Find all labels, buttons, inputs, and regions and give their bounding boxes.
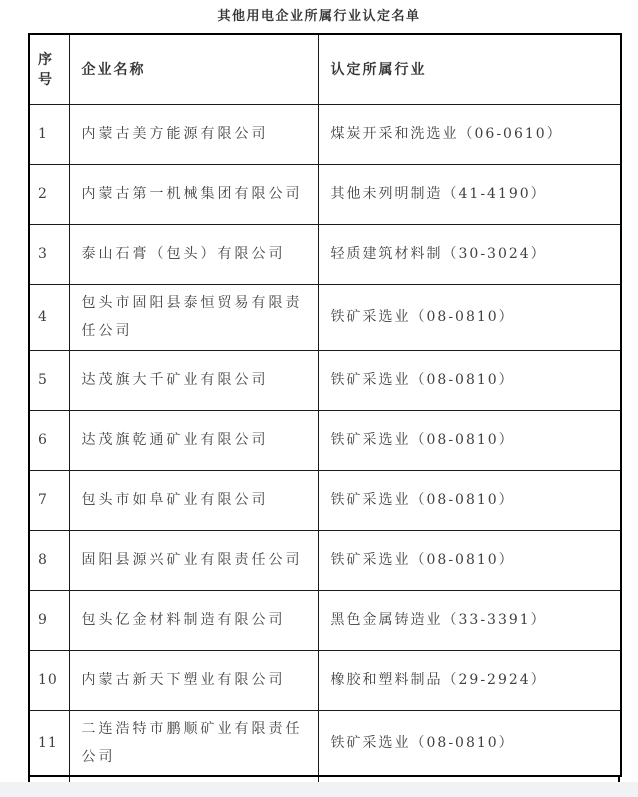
cell-company-name: 包头亿金材料制造有限公司 <box>69 590 318 650</box>
cell-serial-number: 9 <box>29 590 69 650</box>
table-row <box>29 164 621 224</box>
column-header-serial-number: 序号 <box>29 34 69 104</box>
cell-company-name: 二连浩特市鹏顺矿业有限责任公司 <box>69 710 318 776</box>
cell-assigned-industry: 铁矿采选业（08-0810） <box>318 530 621 590</box>
cell-company-name: 达茂旗大千矿业有限公司 <box>69 350 318 410</box>
table-body <box>29 104 621 776</box>
cell-assigned-industry: 铁矿采选业（08-0810） <box>318 710 621 776</box>
cell-company-name: 泰山石膏（包头）有限公司 <box>69 224 318 284</box>
cell-assigned-industry: 铁矿采选业（08-0810） <box>318 350 621 410</box>
industry-assignment-table <box>28 33 622 777</box>
cell-serial-number: 6 <box>29 410 69 470</box>
table-row <box>29 470 621 530</box>
cell-company-name: 包头市固阳县泰恒贸易有限责任公司 <box>69 284 318 350</box>
cell-serial-number: 5 <box>29 350 69 410</box>
bottom-gray-strip <box>0 782 638 797</box>
cell-assigned-industry: 铁矿采选业（08-0810） <box>318 470 621 530</box>
cell-assigned-industry: 铁矿采选业（08-0810） <box>318 410 621 470</box>
cell-serial-number: 11 <box>29 710 69 776</box>
cell-company-name: 内蒙古美方能源有限公司 <box>69 104 318 164</box>
table-row <box>29 350 621 410</box>
cell-serial-number: 4 <box>29 284 69 350</box>
cell-serial-number: 1 <box>29 104 69 164</box>
cell-serial-number: 8 <box>29 530 69 590</box>
table-row <box>29 710 621 776</box>
cell-assigned-industry: 橡胶和塑料制品（29-2924） <box>318 650 621 710</box>
table-row <box>29 650 621 710</box>
table-row <box>29 530 621 590</box>
cell-serial-number: 2 <box>29 164 69 224</box>
table-row <box>29 104 621 164</box>
cell-company-name: 内蒙古新天下塑业有限公司 <box>69 650 318 710</box>
cell-serial-number: 7 <box>29 470 69 530</box>
cell-company-name: 内蒙古第一机械集团有限公司 <box>69 164 318 224</box>
cell-company-name: 包头市如阜矿业有限公司 <box>69 470 318 530</box>
cell-assigned-industry: 煤炭开采和洗选业（06-0610） <box>318 104 621 164</box>
cell-serial-number: 10 <box>29 650 69 710</box>
column-header-company-name: 企业名称 <box>69 34 318 104</box>
cell-assigned-industry: 轻质建筑材料制（30-3024） <box>318 224 621 284</box>
table-header <box>29 34 621 104</box>
cell-serial-number: 3 <box>29 224 69 284</box>
column-header-assigned-industry: 认定所属行业 <box>318 34 621 104</box>
table-row <box>29 590 621 650</box>
page-title: 其他用电企业所属行业认定名单 <box>217 9 421 24</box>
cell-assigned-industry: 黑色金属铸造业（33-3391） <box>318 590 621 650</box>
table-row <box>29 224 621 284</box>
table-header-row <box>29 34 621 104</box>
cell-assigned-industry: 铁矿采选业（08-0810） <box>318 284 621 350</box>
cell-company-name: 达茂旗乾通矿业有限公司 <box>69 410 318 470</box>
cell-company-name: 固阳县源兴矿业有限责任公司 <box>69 530 318 590</box>
cell-assigned-industry: 其他未列明制造（41-4190） <box>318 164 621 224</box>
table-row <box>29 284 621 350</box>
table-row <box>29 410 621 470</box>
